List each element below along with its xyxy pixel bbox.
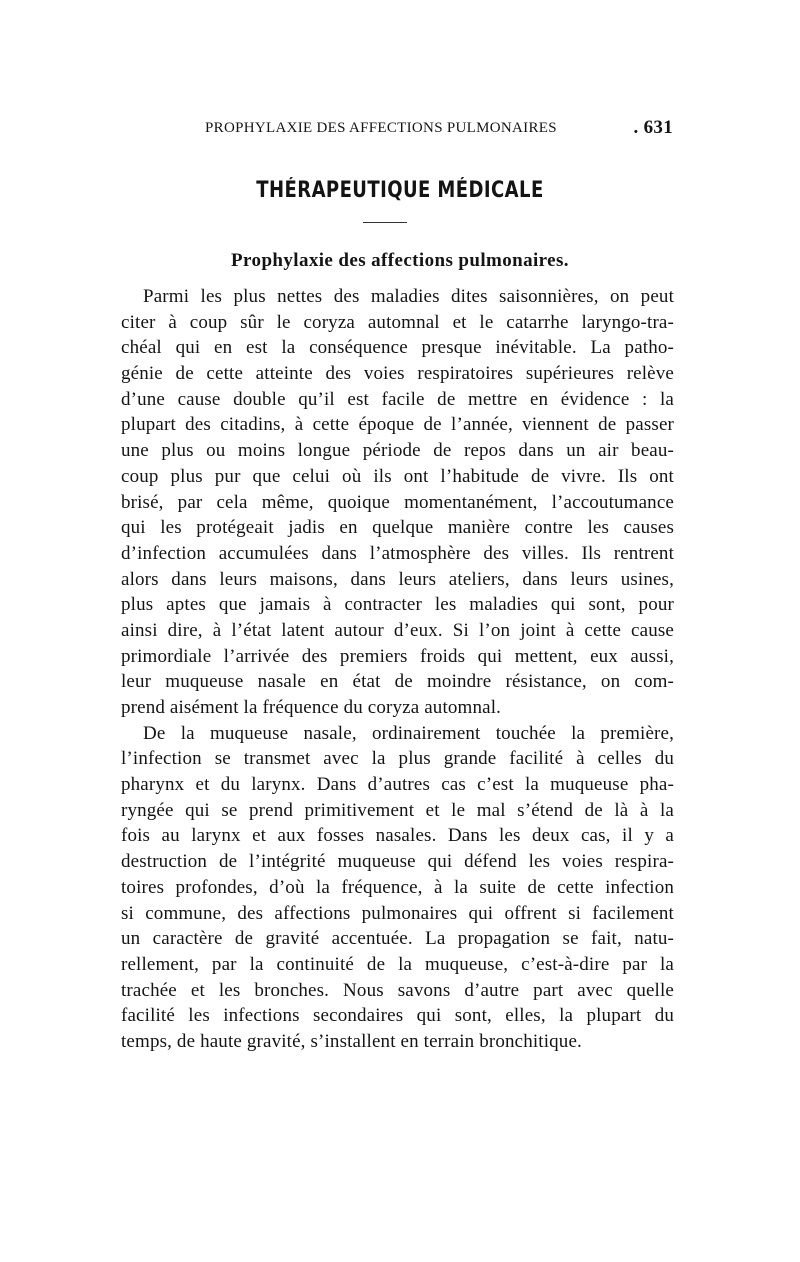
text-line: toires profondes, d’où la fréquence, à la suite de cette infection [121,876,674,898]
text-line: primordiale l’arrivée des premiers froids qui mettent, eux aussi, [121,645,674,667]
text-line: coup plus pur que celui où ils ont l’habitude de vivre. Ils ont [121,465,674,487]
text-line: brisé, par cela même, quoique momentanément, l’accoutumance [121,491,674,513]
paragraph [121,284,674,721]
text-line: leur muqueuse nasale en état de moindre résistance, on com- [121,671,674,693]
text-line: prend aisément la fréquence du coryza automnal. [121,697,502,718]
text-line: d’une cause double qu’il est facile de mettre en évidence : la [121,388,674,410]
text-line: chéal qui en est la conséquence presque inévitable. La patho- [121,337,674,359]
text-line: si commune, des affections pulmonaires qui offrent si facilement [121,902,674,924]
text-line: plupart des citadins, à cette époque de l’année, viennent de passer [121,414,674,436]
text-line: rellement, par la continuité de la muqueuse, c’est-à-dire par la [121,953,674,975]
text-line: génie de cette atteinte des voies respiratoires supérieures relève [121,363,674,385]
text-line: fois au larynx et aux fosses nasales. Dans les deux cas, il y a [121,825,674,847]
running-title: PROPHYLAXIE DES AFFECTIONS PULMONAIRES [205,120,557,136]
text-line: De la muqueuse nasale, ordinairement touchée la première, [143,722,674,744]
text-line: une plus ou moins longue période de repos dans un air beau- [121,440,674,462]
text-line: citer à coup sûr le coryza automnal et le catarrhe laryngo-tra- [121,311,674,333]
title-rule [363,222,407,223]
paragraph [121,721,674,1055]
text-line: pharynx et du larynx. Dans d’autres cas c’est la muqueuse pha- [121,774,674,796]
text-line: qui les protégeait jadis en quelque manière contre les causes [121,517,674,539]
text-line: ainsi dire, à l’état latent autour d’eux. Si l’on joint à cette cause [121,619,674,641]
text-line: plus aptes que jamais à contracter les maladies qui sont, pour [121,594,674,616]
text-line: un caractère de gravité accentuée. La propagation se fait, natu- [121,928,674,950]
text-line: Parmi les plus nettes des maladies dites saisonnières, on peut [143,286,674,307]
text-line: facilité les infections secondaires qui sont, elles, la plupart du [121,1005,674,1027]
text-line: destruction de l’intégrité muqueuse qui défend les voies respira- [121,851,674,873]
section-title: THÉRAPEUTIQUE MÉDICALE [256,178,544,203]
text-line: alors dans leurs maisons, dans leurs ateliers, dans leurs usines, [121,568,674,590]
article-subtitle: Prophylaxie des affections pulmonaires. [231,250,569,271]
text-line: trachée et les bronches. Nous savons d’autre part avec quelle [121,979,674,1001]
text-line: d’infection accumulées dans l’atmosphère des villes. Ils rentrent [121,542,674,564]
page-number: . 631 [633,117,673,138]
running-head [205,117,675,142]
body-text [121,284,674,1055]
text-line: l’infection se transmet avec la plus grande facilité à celles du [121,748,674,770]
text-line: ryngée qui se prend primitivement et le mal s’étend de là à la [121,799,674,821]
text-line: temps, de haute gravité, s’installent en terrain bronchitique. [121,1030,582,1052]
